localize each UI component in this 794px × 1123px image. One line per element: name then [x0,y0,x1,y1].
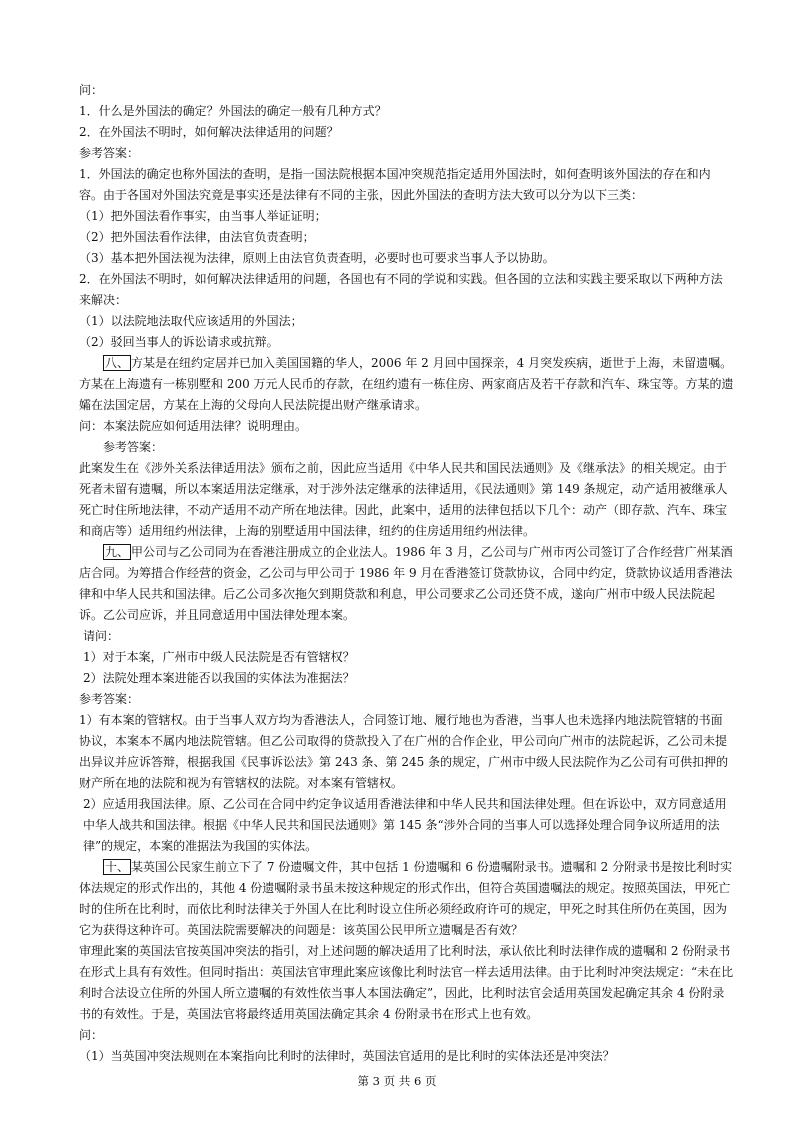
answer-1-paragraph: 1．外国法的确定也称外国法的查明，是指一国法院根据本国冲突规范指定适用外国法时，如何查明该外国法的存在和内容。由于各国对外国法究竟是事实还是法律有不同的主张，因此外国法的查明方法大致可以分为以下三类： [79,167,711,202]
case-8-text: 方某是在纽约定居并已加入美国国籍的华人，2006 年 2 月回中国探亲，4 月突发疾病，逝世于上海，未留遗嘱。方某在上海遗有一栋别墅和 200 万元人民币的存款，在纽约遗有一栋住房、两家商店及若干存款和汽车、珠宝等。方某的遗孀在法国定居，方某在上海的父母向人民法院提出财产继承请求。 [79,356,734,412]
case-8-answer-label: 参考答案： [103,440,164,454]
case-8-paragraph [79,353,734,416]
case-8-number: 八、 [105,356,130,370]
case-10-paragraph [79,857,734,941]
case-8-answer: 此案发生在《涉外关系法律适用法》颁布之前，因此应当适用《中华人民共和国民法通则》及《继承法》的相关规定。由于死者未留有遗嘱，所以本案适用法定继承，对于涉外法定继承的法律适用，《民法通则》第 149 条规定，动产适用被继承人死亡时住所地法律，不动产适用不动产所在地法律。因此，此案中，适用的法律包括以下几个：动产（即存款、汽车、珠宝和商店等）适用纽约州法律，上海的别墅适用中国法律，纽约的住房适用纽约州法律。 [79,461,728,538]
answer-2-paragraph: 2．在外国法不明时，如何解决法律适用的问题，各国也有不同的学说和实践。但各国的立法和实践主要采取以下两种方法来解决： [79,272,723,307]
answer-1-item-2: （2）把外国法看作法律，由法官负责查明； [79,230,315,244]
case-9-answer-2: 2）应适用我国法律。原、乙公司在合同中约定争议适用香港法律和中华人民共和国法律处理。但在诉讼中，双方同意适用中华人战共和国法律。根据《中华人民共和国民法通则》第 145 条“涉外合同的当事人可以选择处理合同争议所适用的法律”的规定，本案的准据法为我国的实体法。 [83,797,727,853]
answer-2-item-2: （2）驳回当事人的诉讼请求或抗辩。 [79,335,279,349]
case-9-question-2: 2）法院处理本案进能否以我国的实体法为准据法？ [83,671,355,685]
case-8-question: 问：本案法院应如何适用法律？说明理由。 [79,419,308,433]
case-9-question-1: 1）对于本案，广州市中级人民法院是否有管辖权？ [83,650,355,664]
case-9-paragraph [79,542,734,626]
case-10-question-1: （1）当英国冲突法规则在本案指向比利时的法律时，英国法官适用的是比利时的实体法还是冲突法？ [79,1049,615,1063]
case-10-text: 某英国公民家生前立下了 7 份遗嘱文件，其中包括 1 份遗嘱和 6 份遗嘱附录书。遗嘱和 2 分附录书是按比利时实体法规定的形式作出的，其他 4 份遗嘱附录书虽未按这种规定的形式作出，但符合英国遗嘱法的规定。按照英国法，甲死亡时的住所在比利时，而依比利时法律关于外国人在比利时设立住所必须经政府许可的规定，甲死之时其住所仍在英国，因为它为获得这种许可。英国法院需要解决的问题是：该英国公民甲所立遗嘱是否有效？ [79,860,733,937]
case-9-number: 九、 [105,545,130,559]
case-9-text: 甲公司与乙公司同为在香港注册成立的企业法人。1986 年 3 月，乙公司与广州市丙公司签订了合作经营广州某酒店合同。为筹措合作经营的资金，乙公司与甲公司于 1986 年 9 月在香港签订贷款协议，合同中约定，贷款协议适用香港法律和中华人民共和国法律。后乙公司多次拖欠到期贷款和利息，甲公司要求乙公司还贷不成，遂向广州市中级人民法院起诉。乙公司应诉，并且同意适用中国法律处理本案。 [79,545,733,622]
answer-1-item-1: （1）把外国法看作事实，由当事人举证证明； [79,209,327,223]
answer-label: 参考答案： [79,146,140,160]
question-1: 1．什么是外国法的确定？外国法的确定一般有几种方式？ [79,104,387,118]
question-2: 2．在外国法不明时，如何解决法律适用的问题？ [79,125,339,139]
answer-2-item-1: （1）以法院地法取代应该适用的外国法； [79,314,303,328]
question-label: 问： [79,83,104,97]
case-9-answer-1: 1）有本案的管辖权。由于当事人双方均为香港法人，合同签订地、履行地也为香港，当事人也未选择内地法院管辖的书面协议，本案本不属内地法院管辖。但乙公司取得的贷款投入了在广州的合作企业，甲公司向广州市的法院起诉，乙公司未提出异议并应诉答辩，根据我国《民事诉讼法》第 243 条、第 245 条的规定，广州市中级人民法院作为乙公司有可供扣押的财产所在地的法院和视为有管辖权的法院。对本案有管辖权。 [79,713,729,790]
case-9-question-label: 请问： [83,629,120,643]
answer-1-item-3: （3）基本把外国法视为法律，原则上由法官负责查明，必要时也可要求当事人予以协助。 [79,251,555,265]
case-10-answer: 审理此案的英国法官按英国冲突法的指引，对上述问题的解决适用了比利时法，承认依比利时法律作成的遗嘱和 2 份附录书在形式上具有有效性。但同时指出：英国法官审理此案应该像比利时法官一样去适用法律。由于比利时冲突法规定：“未在比利时合法设立住所的外国人所立遗嘱的有效性依当事人本国法确定”，因此，比利时法官会适用英国发起确定其余 4 份附录书的有效性。于是，英国法官将最终适用英国法确定其余 4 份附录书在形式上也有效。 [79,944,734,1021]
case-10-number: 十、 [105,860,130,874]
case-10-question-label: 问： [79,1028,104,1042]
page-footer: 第 3 页 共 6 页 [357,1074,437,1088]
case-9-answer-label: 参考答案： [79,692,140,706]
